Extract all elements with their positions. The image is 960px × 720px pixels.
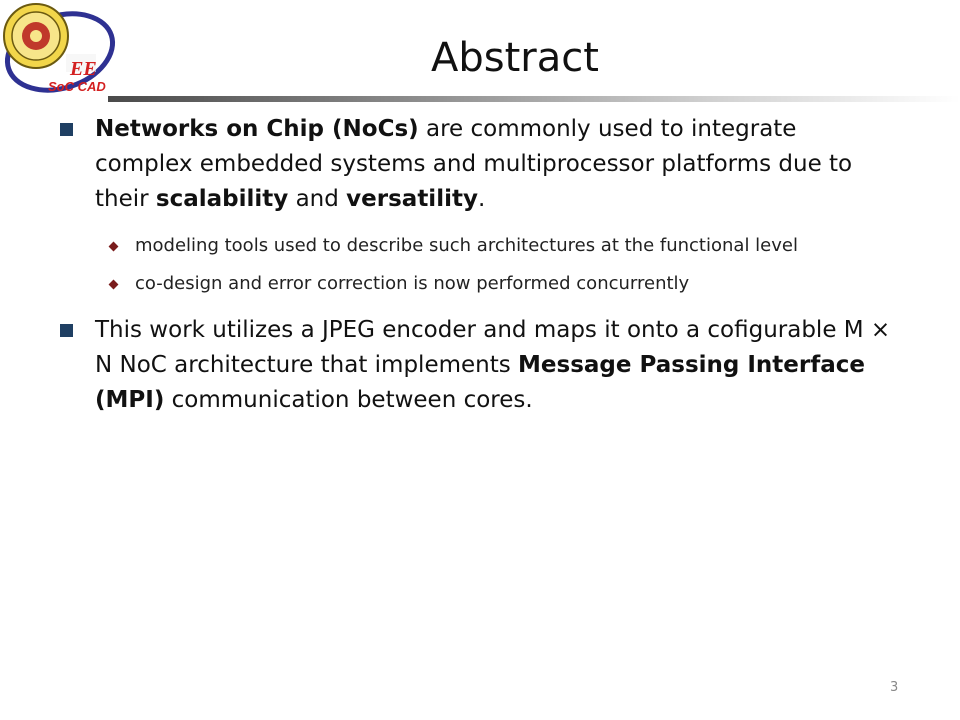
diamond-bullet-icon xyxy=(109,242,119,252)
bullet-item xyxy=(60,112,900,217)
square-bullet-icon xyxy=(60,324,73,337)
slide-title: Abstract xyxy=(431,35,599,81)
diamond-bullet-icon xyxy=(109,280,119,290)
sub-bullet-item xyxy=(108,272,898,296)
sub-bullet-text: co-design and error correction is now performed concurrently xyxy=(135,273,690,294)
sub-bullet-text: modeling tools used to describe such architectures at the functional level xyxy=(135,235,798,256)
square-bullet-icon xyxy=(60,123,73,136)
page-number: 3 xyxy=(890,680,899,695)
bullet-text: This work utilizes a JPEG encoder and maps it onto a cofigurable M × N NoC architecture that implements Message Passing Interface (MPI) communication between cores. xyxy=(95,317,891,413)
bullet-item xyxy=(60,313,900,418)
logo-text-ee: EE xyxy=(70,58,97,80)
bullet-text: Networks on Chip (NoCs) are commonly used to integrate complex embedded systems and multiprocessor platforms due to their scalability and versatility. xyxy=(95,116,853,212)
sub-bullet-item xyxy=(108,234,898,258)
title-divider xyxy=(108,96,960,102)
logo-text-soc-cad: SoC CAD xyxy=(48,79,106,94)
